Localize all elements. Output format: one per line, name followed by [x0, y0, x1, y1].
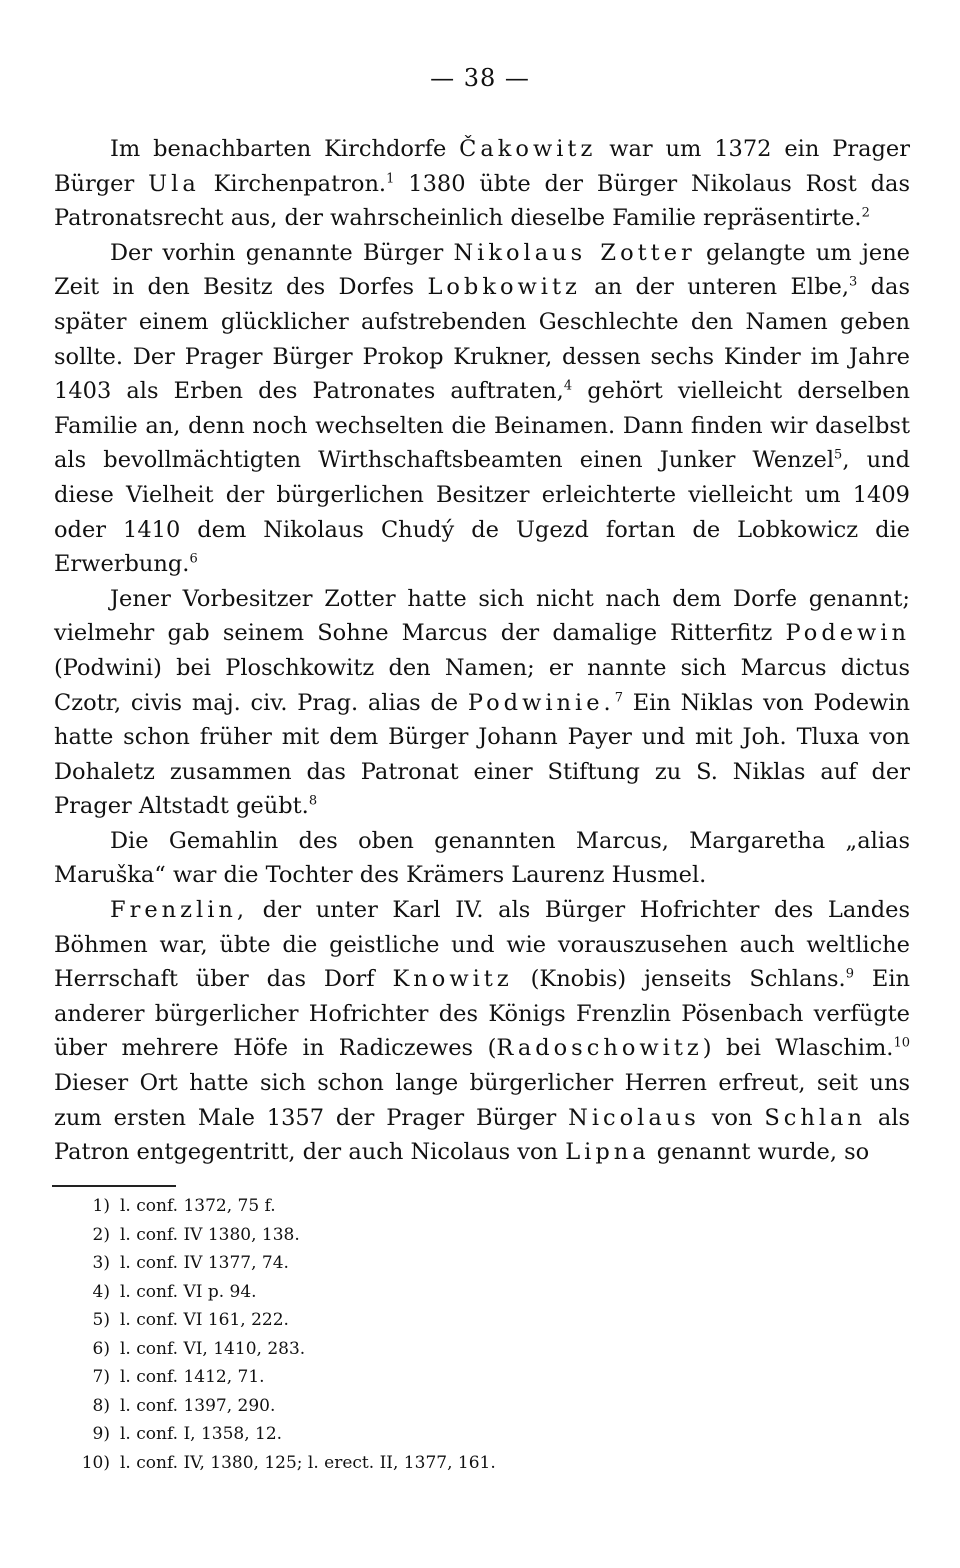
spaced-name: Schlan [764, 1104, 866, 1131]
text-run: genannt wurde, so [649, 1139, 870, 1166]
spaced-name: Lobkowitz [427, 274, 581, 301]
footnote-ref: 7 [614, 690, 623, 705]
text-run: , und diese Vielheit der bürgerlichen Besitzer erleichterte vielleicht um 1409 oder 1410 dem Nikolaus Chudý de Ugezd fortan de Lobkowicz die Erwerbung. [54, 447, 910, 578]
paragraph [54, 824, 910, 893]
footnote-ref: 4 [563, 378, 573, 394]
footnote-number: 9) [92, 1424, 110, 1444]
footnote-text: l. conf. VI p. 94. [120, 1281, 257, 1302]
text-run: Die Gemahlin des oben genannten Marcus, Margaretha „alias Maruška“ war die Tochter des Krämers Laurenz Husmel. [54, 827, 910, 889]
footnote-number: 6) [92, 1338, 110, 1359]
text-run: an der unteren Elbe, [580, 274, 850, 301]
text-run: Ein Niklas von Podewin hatte schon früher mit dem Bürger Johann Payer und mit Joh. Tluxa von Dohaletz zusammen das Patronat einer Stiftung zu S. Niklas auf der Prager Altstadt geübt. [54, 689, 910, 820]
text-run: Im benachbarten Kirchdorfe [110, 136, 460, 162]
footnote-text: l. conf. VI, 1410, 283. [120, 1338, 306, 1359]
text-run: (Knobis) jenseits Schlans. [512, 966, 846, 993]
text-run: gehört vielleicht derselben Familie an, denn noch wechselten die Beinamen. Dann finden wir daselbst als bevollmächtigten Wirthschaftsbeamten einen Junker Wenzel [54, 378, 910, 474]
footnotes [70, 1192, 496, 1477]
footnote-ref: 5 [834, 447, 843, 463]
footnote-number: 1) [92, 1196, 110, 1216]
footnote [70, 1278, 496, 1307]
footnote-text: l. conf. 1412, 71. [120, 1367, 265, 1387]
footnote-text: l. conf. 1397, 290. [120, 1395, 276, 1416]
body-text [54, 132, 910, 1170]
footnote-text: l. conf. IV, 1380, 125; l. erect. II, 1377, 161. [120, 1452, 496, 1473]
spaced-name: Nikolaus Zotter [453, 239, 696, 266]
text-run: Kirchenpatron. [199, 170, 387, 197]
text-run: Der vorhin genannte Bürger [110, 239, 454, 266]
spaced-name: Podewin [785, 620, 910, 647]
text-run: von [699, 1104, 765, 1131]
spaced-name: Frenzlin, [110, 897, 249, 924]
text-run: Jener Vorbesitzer Zotter hatte sich nicht nach dem Dorfe genannt; vielmehr gab seinem Sohne Marcus der damalige Ritterfitz [54, 585, 910, 647]
footnote [70, 1363, 496, 1392]
footnote-number: 4) [92, 1281, 110, 1302]
footnote-text: l. conf. IV 1380, 138. [120, 1224, 300, 1245]
footnote-number: 2) [92, 1224, 110, 1245]
paragraph [54, 132, 910, 236]
footnote-ref: 6 [189, 551, 198, 567]
paragraph [54, 893, 910, 1170]
spaced-name: Knowitz [392, 966, 513, 993]
text-run: gelangte um jene Zeit in den Besitz des Dorfes [54, 239, 910, 301]
footnote-number: 5) [92, 1310, 110, 1330]
footnote-number: 8) [92, 1395, 110, 1416]
text-run: das später einem glücklicher aufstrebenden Geschlechte den Namen geben sollte. Der Prager Bürger Prokop Krukner, dessen sechs Kinder im Jahre 1403 als Erben des Patronates auftraten, [54, 274, 911, 405]
footnote-ref: 3 [849, 274, 858, 290]
text-run: Ein anderer bürgerlicher Hofrichter des Königs Frenzlin Pösenbach verfügte über mehrere Höfe in Radiczewes ( [54, 966, 910, 1062]
footnote-text: l. conf. I, 1358, 12. [120, 1424, 283, 1444]
text-run: 1380 übte der Bürger Nikolaus Rost das Patronatsrecht aus, der wahrscheinlich dieselbe Familie repräsentirte. [54, 170, 910, 232]
spaced-name: Lipna [565, 1139, 650, 1166]
footnote-number: 3) [92, 1253, 110, 1273]
footnote [70, 1392, 496, 1421]
spaced-name: Podwinie. [467, 689, 615, 716]
footnote-ref: 10 [893, 1035, 911, 1051]
footnote-number: 7) [92, 1367, 110, 1387]
page-number: — 38 — [430, 64, 530, 92]
spaced-name: Čakowitz [459, 136, 597, 162]
footnote-divider [52, 1185, 176, 1187]
footnote-text: l. conf. 1372, 75 f. [120, 1196, 276, 1216]
footnote-ref: 8 [308, 793, 318, 809]
footnote-number: 10) [81, 1452, 110, 1473]
footnote [70, 1449, 496, 1478]
footnote-text: l. conf. VI 161, 222. [120, 1310, 289, 1330]
footnote-text: l. conf. IV 1377, 74. [120, 1253, 289, 1273]
text-run: ) bei Wlaschim. [702, 1035, 894, 1062]
text-run: als Patron entgegentritt, der auch Nicolaus von [54, 1104, 910, 1166]
footnote-ref: 9 [845, 966, 854, 982]
spaced-name: Ula [148, 170, 200, 197]
spaced-name: Radoschowitz [496, 1035, 703, 1062]
paragraph [54, 236, 910, 582]
footnote [70, 1335, 496, 1364]
footnote [70, 1420, 496, 1449]
text-run: Dieser Ort hatte sich schon lange bürgerlicher Herren erfreut, seit uns zum ersten Male 1357 der Prager Bürger [54, 1070, 910, 1131]
footnote-ref: 1 [386, 171, 395, 187]
text-run: war um 1372 ein Prager Bürger [54, 136, 910, 197]
paragraph [54, 582, 910, 824]
text-run: (Podwini) bei Ploschkowitz den Namen; er nannte sich Marcus dictus Czotr, civis maj. civ. Prag. alias de [54, 654, 910, 716]
footnote-ref: 2 [861, 205, 870, 221]
footnote [70, 1192, 496, 1221]
footnote [70, 1306, 496, 1335]
footnote [70, 1249, 496, 1278]
text-run: der unter Karl IV. als Bürger Hofrichter des Landes Böhmen war, übte die geistliche und wie vorauszusehen auch weltliche Herrschaft über das Dorf [54, 897, 910, 993]
spaced-name: Nicolaus [568, 1104, 700, 1131]
footnote [70, 1221, 496, 1250]
